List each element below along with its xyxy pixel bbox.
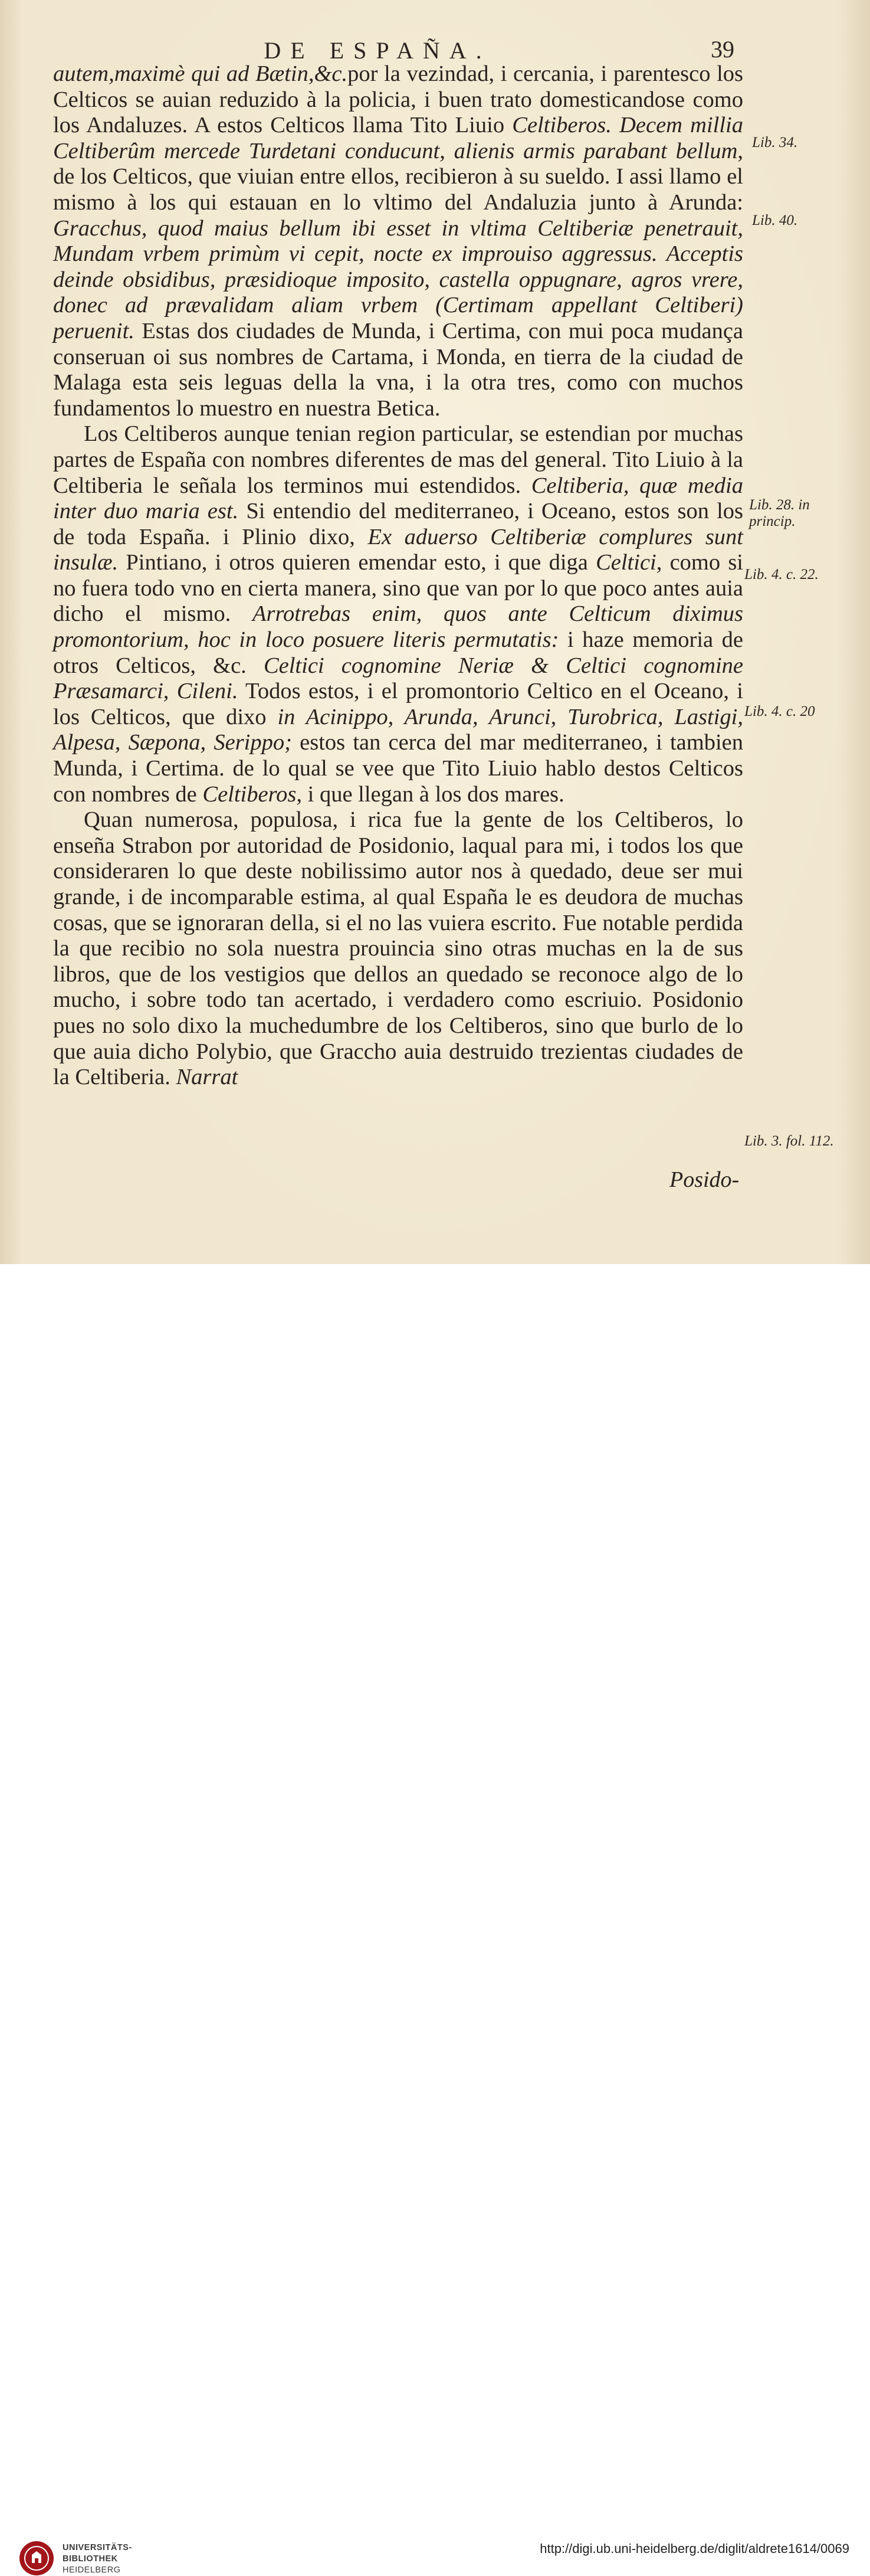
- latin-quote-run: autem,maximè qui ad Bætin,&c.: [53, 61, 348, 86]
- institution-line-2: BIBLIOTHEK: [63, 2554, 118, 2564]
- institution-line-1: UNIVERSITÄTS-: [63, 2543, 132, 2552]
- margin-note-4: Lib. 4. c. 22.: [744, 567, 819, 582]
- text-run: estos tan cerca del mar mediterraneo, i tambien Munda, i Certima. de lo qual se vee que Tito Liuio hablo destos Celticos con nombres de: [53, 730, 743, 807]
- university-logo-icon: [19, 2541, 54, 2576]
- main-text: [53, 61, 743, 1091]
- text-run: Si entendio del mediterraneo, i Oceano, estos son los de toda España. i Plinio dixo,: [53, 499, 743, 549]
- book-page: [0, 0, 870, 1264]
- latin-quote-run: Celtiberia, quæ media inter duo maria est.: [53, 473, 743, 524]
- latin-quote-run: in Acinippo, Arunda, Arunci, Turobrica, Lastigi, Alpesa, Sæpona, Serippo;: [53, 704, 743, 755]
- latin-quote-run: Celtici cognomine Neriæ & Celtici cognomine Præsamarci, Cileni.: [53, 653, 743, 704]
- text-run: i que llegan à los dos mares.: [302, 781, 564, 807]
- source-url-link[interactable]: http://digi.ub.uni-heidelberg.de/diglit/aldrete1614/0069: [540, 2541, 849, 2556]
- page-number: 39: [711, 36, 734, 63]
- margin-note-5: Lib. 4. c. 20: [744, 703, 815, 719]
- footer-bar: [0, 1264, 870, 2575]
- latin-quote-run: Celtiberos,: [202, 781, 302, 807]
- latin-quote-run: Ex aduerso Celtiberiæ complures sunt insulæ.: [53, 524, 743, 575]
- text-run: , de los Celticos, que viuian entre ellos, recibieron à su sueldo. I assi llamo el mismo à los qui estauan en lo vltimo del Andaluzia junto à Arunda:: [53, 138, 743, 215]
- paragraph-2: [53, 421, 743, 807]
- margin-note-1: Lib. 34.: [752, 135, 798, 150]
- latin-quote-run: Arrotrebas enim, quos ante Celticum diximus promontorium, hoc in loco posuere literis permutatis:: [53, 601, 743, 653]
- text-run: Estas dos ciudades de Munda, i Certima, con mui poca mudança conseruan oi sus nombres de Cartama, i Monda, en tierra de la ciudad de Malaga esta seis leguas della la vna, i la otra tres, como con muchos fundamentos lo muestro en nuestra Betica.: [53, 318, 743, 421]
- margin-note-3: Lib. 28. in princip.: [749, 497, 810, 529]
- latin-quote-run: Narrat: [176, 1065, 238, 1090]
- institution-name: [63, 2542, 132, 2576]
- institution-line-3: HEIDELBERG: [63, 2565, 121, 2575]
- margin-note-6: Lib. 3. fol. 112.: [744, 1133, 834, 1149]
- margin-note-2: Lib. 40.: [752, 212, 798, 228]
- latin-quote-run: Celtici,: [596, 550, 662, 575]
- text-run: i haze memoria de otros Celticos, &c.: [53, 627, 743, 678]
- text-run: Los Celtiberos aunque tenian region particular, se estendian por muchas partes de España con nombres diferentes de mas del general. Tito Liuio à la Celtiberia le señala los terminos mui estendidos.: [53, 421, 743, 498]
- paragraph-1: [53, 61, 743, 421]
- text-run: Pintiano, i otros quieren emendar esto, i que diga: [118, 550, 596, 575]
- text-run: por la vezindad, i cercania, i parentesco los Celticos se auian reduzido à la policia, i buen trato domesticandose como los Andaluzes. A estos Celticos llama Tito Liuio: [53, 61, 744, 138]
- text-run: como si no fuera todo vno en cierta manera, sino que van por lo que poco antes auia dicho el mismo.: [53, 550, 743, 627]
- paragraph-3: [53, 807, 743, 1091]
- running-head: DE ESPAÑA.: [264, 37, 491, 64]
- catchword: Posido-: [669, 1167, 740, 1192]
- text-run: Todos estos, i el promontorio Celtico en el Oceano, i los Celticos, que dixo: [53, 679, 743, 729]
- latin-quote-run: Celtiberos. Decem millia Celtiberûm mercede Turdetani conducunt, alienis armis parabant bellum: [53, 113, 743, 163]
- latin-quote-run: Gracchus, quod maius bellum ibi esset in vltima Celtiberiæ penetrauit, Mundam vrbem primùm vi cepit, nocte ex improuiso aggressus. Acceptis deinde obsidibus, præsidioque imposito, castella oppugnare, agros vrere, donec ad prævalidam aliam vrbem (Certimam appellant Celtiberi) peruenit.: [53, 215, 743, 343]
- text-run: Quan numerosa, populosa, i rica fue la gente de los Celtiberos, lo enseña Strabon por autoridad de Posidonio, laqual para mi, i todos los que consideraren lo que deste nobilissimo autor nos à quedado, deue ser mui grande, i de incomparable estima, al qual España le es deudora de muchas cosas, que se ignoraran della, si el no las vuiera escrito. Fue notable perdida la que recibio no sola nuestra prouincia sino otras muchas en la de sus libros, que de los vestigios que dellos an quedado se reconoce algo de lo mucho, i sobre todo tan acertado, i verdadero como escriuio. Posidonio pues no solo dixo la muchedumbre de los Celtiberos, sino que burlo de lo que auia dicho Polybio, que Graccho auia destruido trezientas ciudades de la Celtiberia.: [53, 807, 743, 1090]
